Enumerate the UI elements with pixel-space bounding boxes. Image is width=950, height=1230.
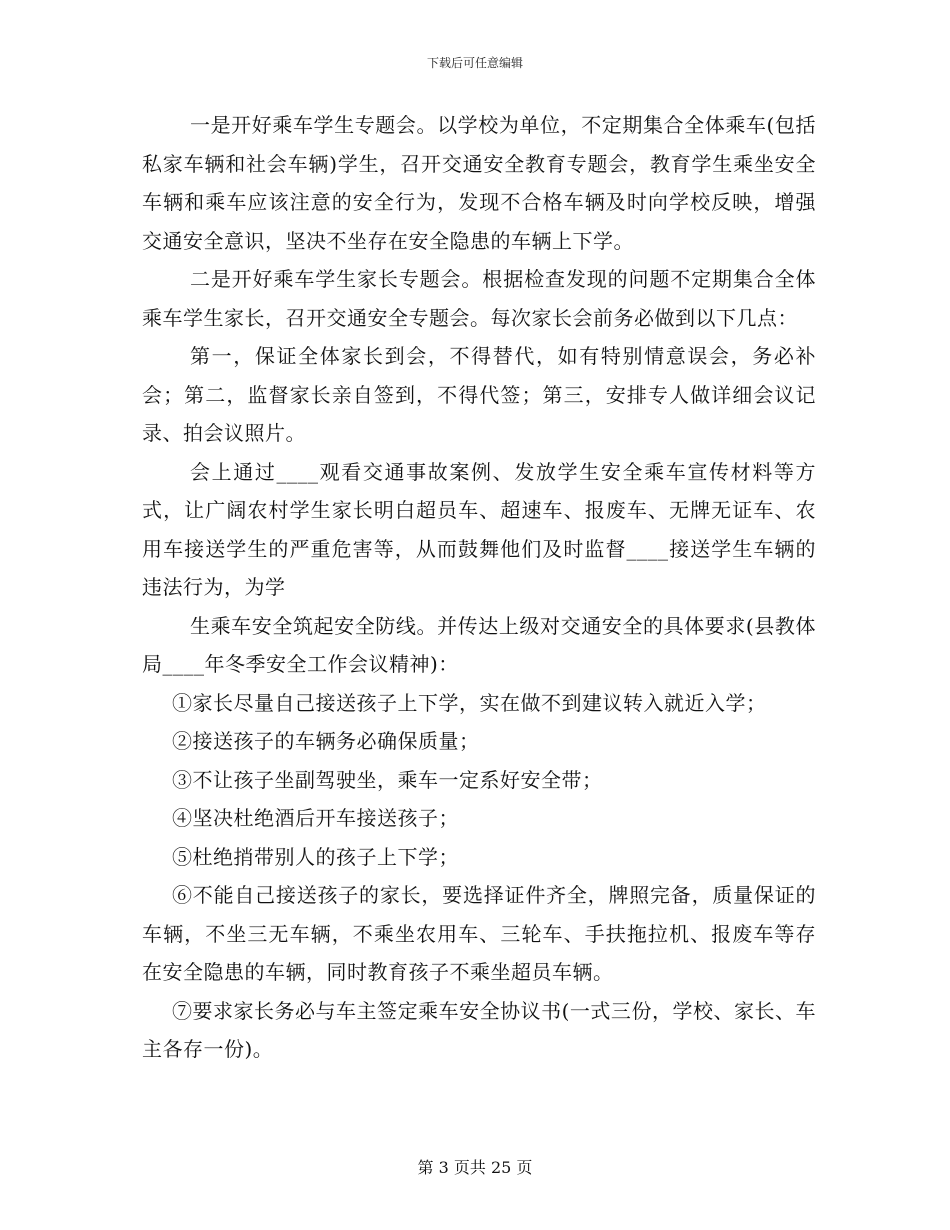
list-item: ①家长尽量自己接送孩子上下学，实在做不到建议转入就近入学；	[172, 690, 767, 715]
list-item: ④坚决杜绝酒后开车接送孩子；	[172, 806, 459, 830]
paragraph-student-meeting: 一是开好乘车学生专题会。以学校为单位，不定期集合全体乘车(包括私家车辆和社会车辆)学生，召开交通安全教育专题会，教育学生乘坐安全车辆和乘车应该注意的安全行为，发现不合格车辆及时向学校反映，增强交通安全意识，坚决不坐存在安全隐患的车辆上下学。	[142, 113, 816, 253]
page-header: 下载后可任意编辑	[426, 56, 523, 70]
list-item: ⑤杜绝捎带别人的孩子上下学；	[172, 844, 459, 869]
document-body	[142, 106, 816, 1069]
list-item: ③不让孩子坐副驾驶坐，乘车一定系好安全带；	[172, 767, 603, 792]
paragraph-meeting-requirements: 第一，保证全体家长到会，不得替代，如有特别情意误会，务必补会；第二，监督家长亲自签到，不得代签；第三，安排专人做详细会议记录、拍会议照片。	[142, 344, 816, 445]
list-item: ②接送孩子的车辆务必确保质量；	[172, 729, 480, 753]
paragraph-safety-requirements: 生乘车安全筑起安全防线。并传达上级对交通安全的具体要求(县教体局____年冬季安全工作会议精神)：	[142, 613, 816, 676]
paragraph-meeting-content: 会上通过____观看交通事故案例、发放学生安全乘车宣传材料等方式，让广阔农村学生家长明白超员车、超速车、报废车、无牌无证车、农用车接送学生的严重危害等，从而鼓舞他们及时监督____接送学生车辆的违法行为，为学	[142, 459, 816, 599]
page-number: 第 3 页共 25 页	[417, 1158, 533, 1177]
list-item: ⑦要求家长务必与车主签定乘车安全协议书(一式三份，学校、家长、车主各存一份)。	[142, 998, 816, 1061]
paragraph-parent-meeting: 二是开好乘车学生家长专题会。根据检查发现的问题不定期集合全体乘车学生家长，召开交通安全专题会。每次家长会前务必做到以下几点：	[142, 267, 816, 330]
list-item: ⑥不能自己接送孩子的家长，要选择证件齐全，牌照完备，质量保证的车辆，不坐三无车辆，不乘坐农用车、三轮车、手扶拖拉机、报废车等存在安全隐患的车辆，同时教育孩子不乘坐超员车辆。	[142, 883, 816, 984]
